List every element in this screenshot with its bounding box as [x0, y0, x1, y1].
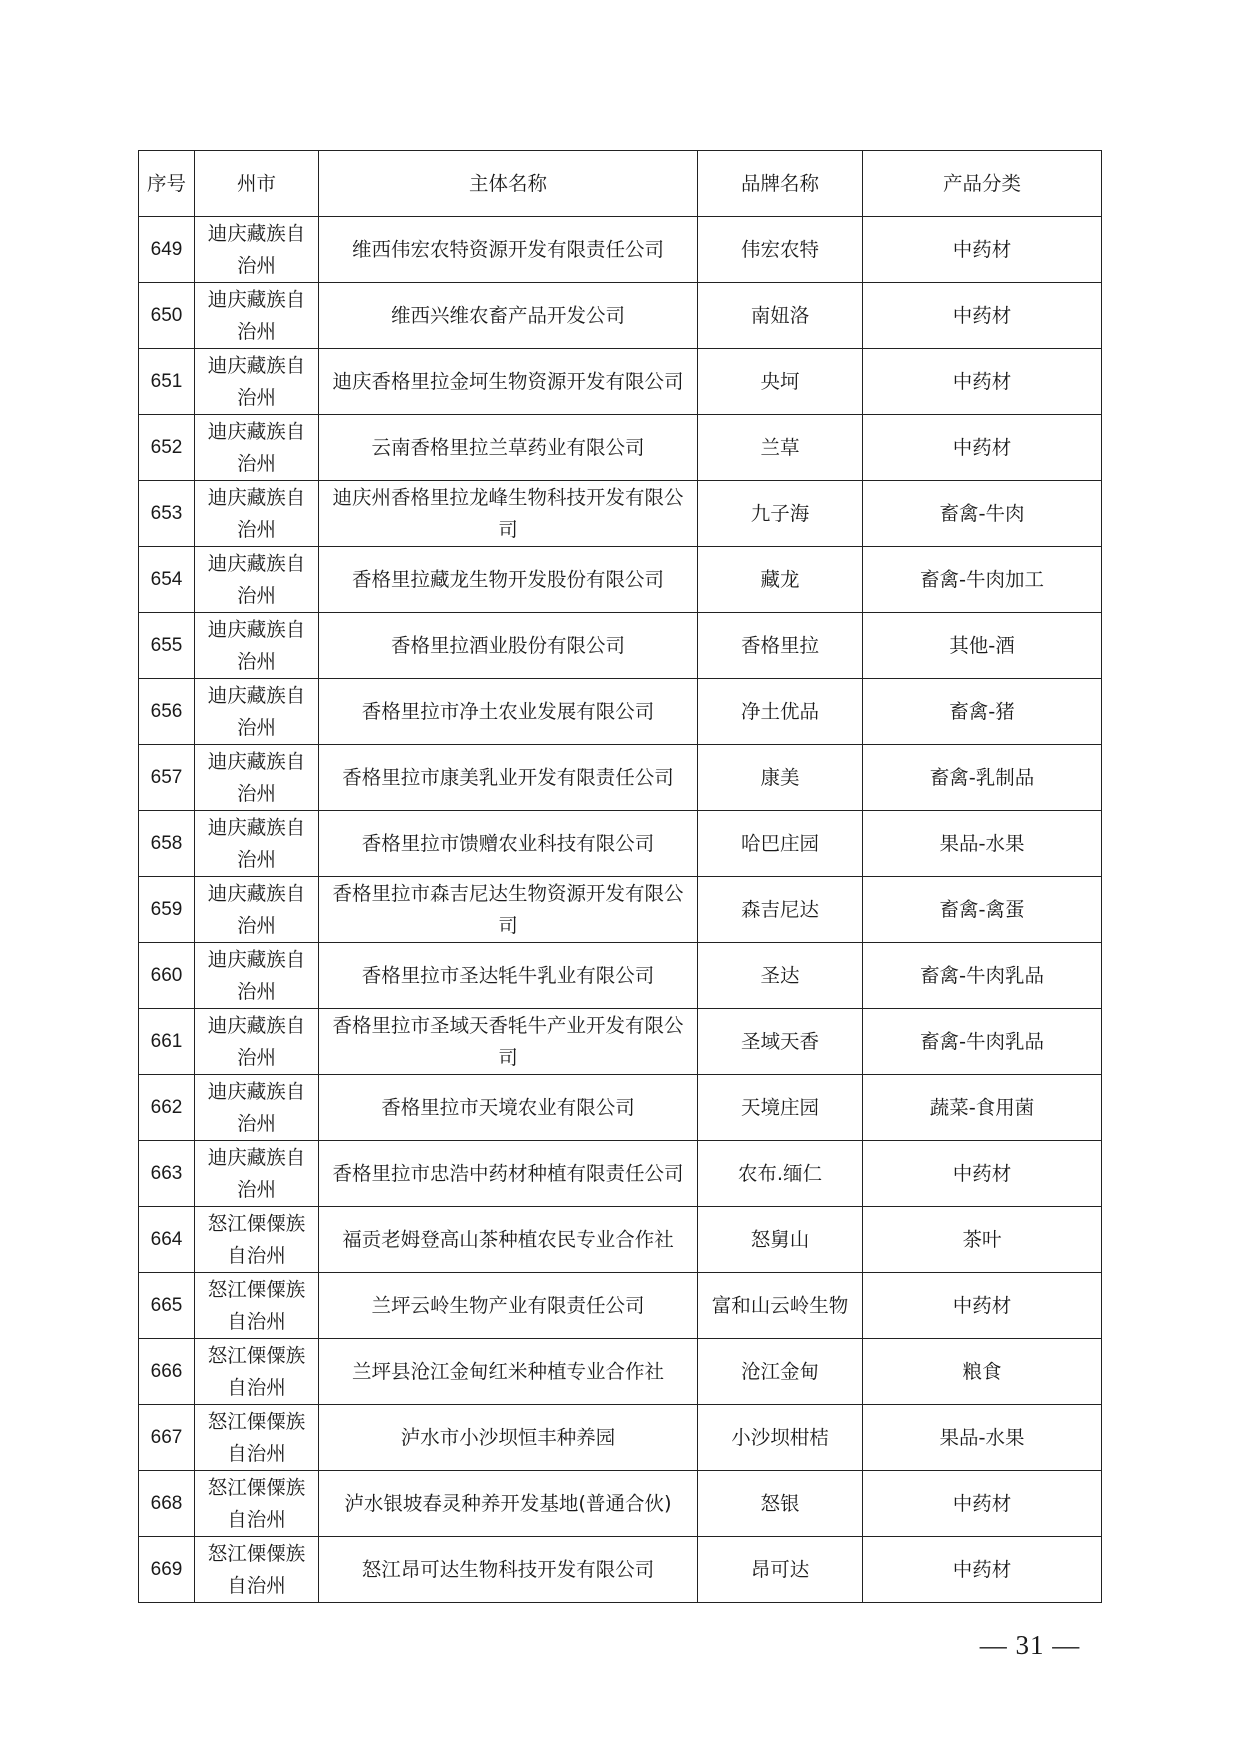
cell-category: 果品-水果 [863, 1405, 1102, 1471]
cell-category: 中药材 [863, 415, 1102, 481]
cell-brand: 兰草 [698, 415, 863, 481]
cell-seq: 656 [139, 679, 195, 745]
cell-seq: 652 [139, 415, 195, 481]
table-row [139, 679, 1102, 745]
cell-seq: 654 [139, 547, 195, 613]
cell-category: 畜禽-牛肉乳品 [863, 1009, 1102, 1075]
cell-seq: 666 [139, 1339, 195, 1405]
cell-region: 迪庆藏族自治州 [195, 1009, 319, 1075]
cell-region: 迪庆藏族自治州 [195, 283, 319, 349]
cell-category: 其他-酒 [863, 613, 1102, 679]
cell-region: 迪庆藏族自治州 [195, 745, 319, 811]
cell-brand: 藏龙 [698, 547, 863, 613]
cell-entity: 香格里拉市圣达牦牛乳业有限公司 [319, 943, 698, 1009]
cell-seq: 663 [139, 1141, 195, 1207]
cell-category: 蔬菜-食用菌 [863, 1075, 1102, 1141]
cell-brand: 昂可达 [698, 1537, 863, 1603]
cell-region: 怒江傈僳族自治州 [195, 1405, 319, 1471]
cell-entity: 兰坪云岭生物产业有限责任公司 [319, 1273, 698, 1339]
table-row [139, 547, 1102, 613]
cell-brand: 央坷 [698, 349, 863, 415]
cell-region: 怒江傈僳族自治州 [195, 1471, 319, 1537]
cell-entity: 香格里拉藏龙生物开发股份有限公司 [319, 547, 698, 613]
header-region: 州市 [195, 151, 319, 217]
cell-region: 怒江傈僳族自治州 [195, 1339, 319, 1405]
cell-entity: 维西伟宏农特资源开发有限责任公司 [319, 217, 698, 283]
cell-category: 畜禽-牛肉加工 [863, 547, 1102, 613]
cell-entity: 香格里拉市森吉尼达生物资源开发有限公司 [319, 877, 698, 943]
page-number: — 31 — [979, 1630, 1081, 1660]
table-row [139, 283, 1102, 349]
cell-category: 中药材 [863, 217, 1102, 283]
cell-seq: 653 [139, 481, 195, 547]
cell-brand: 圣达 [698, 943, 863, 1009]
cell-entity: 香格里拉市天境农业有限公司 [319, 1075, 698, 1141]
cell-seq: 668 [139, 1471, 195, 1537]
cell-seq: 655 [139, 613, 195, 679]
cell-category: 粮食 [863, 1339, 1102, 1405]
table-row [139, 217, 1102, 283]
cell-seq: 664 [139, 1207, 195, 1273]
cell-entity: 泸水市小沙坝恒丰种养园 [319, 1405, 698, 1471]
cell-entity: 迪庆香格里拉金坷生物资源开发有限公司 [319, 349, 698, 415]
cell-entity: 迪庆州香格里拉龙峰生物科技开发有限公司 [319, 481, 698, 547]
cell-seq: 667 [139, 1405, 195, 1471]
cell-brand: 净土优品 [698, 679, 863, 745]
cell-brand: 香格里拉 [698, 613, 863, 679]
table-row [139, 481, 1102, 547]
cell-entity: 香格里拉市馈赠农业科技有限公司 [319, 811, 698, 877]
table-row [139, 1273, 1102, 1339]
cell-region: 迪庆藏族自治州 [195, 481, 319, 547]
cell-entity: 香格里拉市净土农业发展有限公司 [319, 679, 698, 745]
cell-seq: 649 [139, 217, 195, 283]
cell-seq: 657 [139, 745, 195, 811]
cell-category: 中药材 [863, 1537, 1102, 1603]
cell-region: 迪庆藏族自治州 [195, 877, 319, 943]
table-row [139, 943, 1102, 1009]
cell-region: 迪庆藏族自治州 [195, 811, 319, 877]
cell-category: 畜禽-乳制品 [863, 745, 1102, 811]
cell-entity: 怒江昂可达生物科技开发有限公司 [319, 1537, 698, 1603]
cell-entity: 云南香格里拉兰草药业有限公司 [319, 415, 698, 481]
table-row [139, 1537, 1102, 1603]
cell-category: 茶叶 [863, 1207, 1102, 1273]
cell-brand: 伟宏农特 [698, 217, 863, 283]
cell-region: 迪庆藏族自治州 [195, 1141, 319, 1207]
cell-entity: 兰坪县沧江金甸红米种植专业合作社 [319, 1339, 698, 1405]
cell-seq: 658 [139, 811, 195, 877]
cell-entity: 香格里拉酒业股份有限公司 [319, 613, 698, 679]
table-row [139, 1207, 1102, 1273]
cell-brand: 农布.缅仁 [698, 1141, 863, 1207]
header-category: 产品分类 [863, 151, 1102, 217]
cell-brand: 小沙坝柑桔 [698, 1405, 863, 1471]
cell-seq: 660 [139, 943, 195, 1009]
cell-region: 迪庆藏族自治州 [195, 613, 319, 679]
cell-category: 中药材 [863, 349, 1102, 415]
table-row [139, 745, 1102, 811]
cell-brand: 哈巴庄园 [698, 811, 863, 877]
cell-region: 迪庆藏族自治州 [195, 415, 319, 481]
cell-region: 怒江傈僳族自治州 [195, 1207, 319, 1273]
cell-entity: 香格里拉市忠浩中药材种植有限责任公司 [319, 1141, 698, 1207]
cell-brand: 天境庄园 [698, 1075, 863, 1141]
cell-category: 中药材 [863, 283, 1102, 349]
cell-brand: 富和山云岭生物 [698, 1273, 863, 1339]
header-seq: 序号 [139, 151, 195, 217]
cell-region: 迪庆藏族自治州 [195, 547, 319, 613]
cell-entity: 香格里拉市圣域天香牦牛产业开发有限公司 [319, 1009, 698, 1075]
table-header-row [139, 151, 1102, 217]
cell-region: 怒江傈僳族自治州 [195, 1273, 319, 1339]
cell-seq: 661 [139, 1009, 195, 1075]
header-brand: 品牌名称 [698, 151, 863, 217]
header-entity: 主体名称 [319, 151, 698, 217]
cell-brand: 沧江金甸 [698, 1339, 863, 1405]
table-row [139, 349, 1102, 415]
cell-category: 畜禽-猪 [863, 679, 1102, 745]
table-row [139, 1471, 1102, 1537]
cell-region: 迪庆藏族自治州 [195, 1075, 319, 1141]
table-row [139, 877, 1102, 943]
cell-region: 迪庆藏族自治州 [195, 349, 319, 415]
cell-entity: 香格里拉市康美乳业开发有限责任公司 [319, 745, 698, 811]
table-row [139, 1075, 1102, 1141]
cell-seq: 651 [139, 349, 195, 415]
cell-brand: 怒舅山 [698, 1207, 863, 1273]
cell-brand: 九子海 [698, 481, 863, 547]
cell-seq: 662 [139, 1075, 195, 1141]
cell-region: 迪庆藏族自治州 [195, 217, 319, 283]
table-row [139, 415, 1102, 481]
cell-seq: 665 [139, 1273, 195, 1339]
cell-region: 迪庆藏族自治州 [195, 679, 319, 745]
cell-category: 中药材 [863, 1471, 1102, 1537]
table-row [139, 1141, 1102, 1207]
cell-category: 果品-水果 [863, 811, 1102, 877]
cell-category: 中药材 [863, 1273, 1102, 1339]
cell-brand: 森吉尼达 [698, 877, 863, 943]
table-body [139, 217, 1102, 1603]
cell-brand: 康美 [698, 745, 863, 811]
table-row [139, 1339, 1102, 1405]
cell-seq: 650 [139, 283, 195, 349]
cell-seq: 659 [139, 877, 195, 943]
cell-entity: 泸水银坡春灵种养开发基地(普通合伙) [319, 1471, 698, 1537]
cell-brand: 怒银 [698, 1471, 863, 1537]
cell-category: 中药材 [863, 1141, 1102, 1207]
cell-seq: 669 [139, 1537, 195, 1603]
cell-region: 怒江傈僳族自治州 [195, 1537, 319, 1603]
cell-brand: 圣域天香 [698, 1009, 863, 1075]
cell-category: 畜禽-牛肉乳品 [863, 943, 1102, 1009]
table-row [139, 613, 1102, 679]
cell-entity: 福贡老姆登高山茶种植农民专业合作社 [319, 1207, 698, 1273]
cell-category: 畜禽-牛肉 [863, 481, 1102, 547]
cell-region: 迪庆藏族自治州 [195, 943, 319, 1009]
cell-entity: 维西兴维农畜产品开发公司 [319, 283, 698, 349]
cell-brand: 南妞洛 [698, 283, 863, 349]
table-row [139, 811, 1102, 877]
table-row [139, 1405, 1102, 1471]
table-row [139, 1009, 1102, 1075]
brand-list-table [138, 150, 1102, 1603]
cell-category: 畜禽-禽蛋 [863, 877, 1102, 943]
